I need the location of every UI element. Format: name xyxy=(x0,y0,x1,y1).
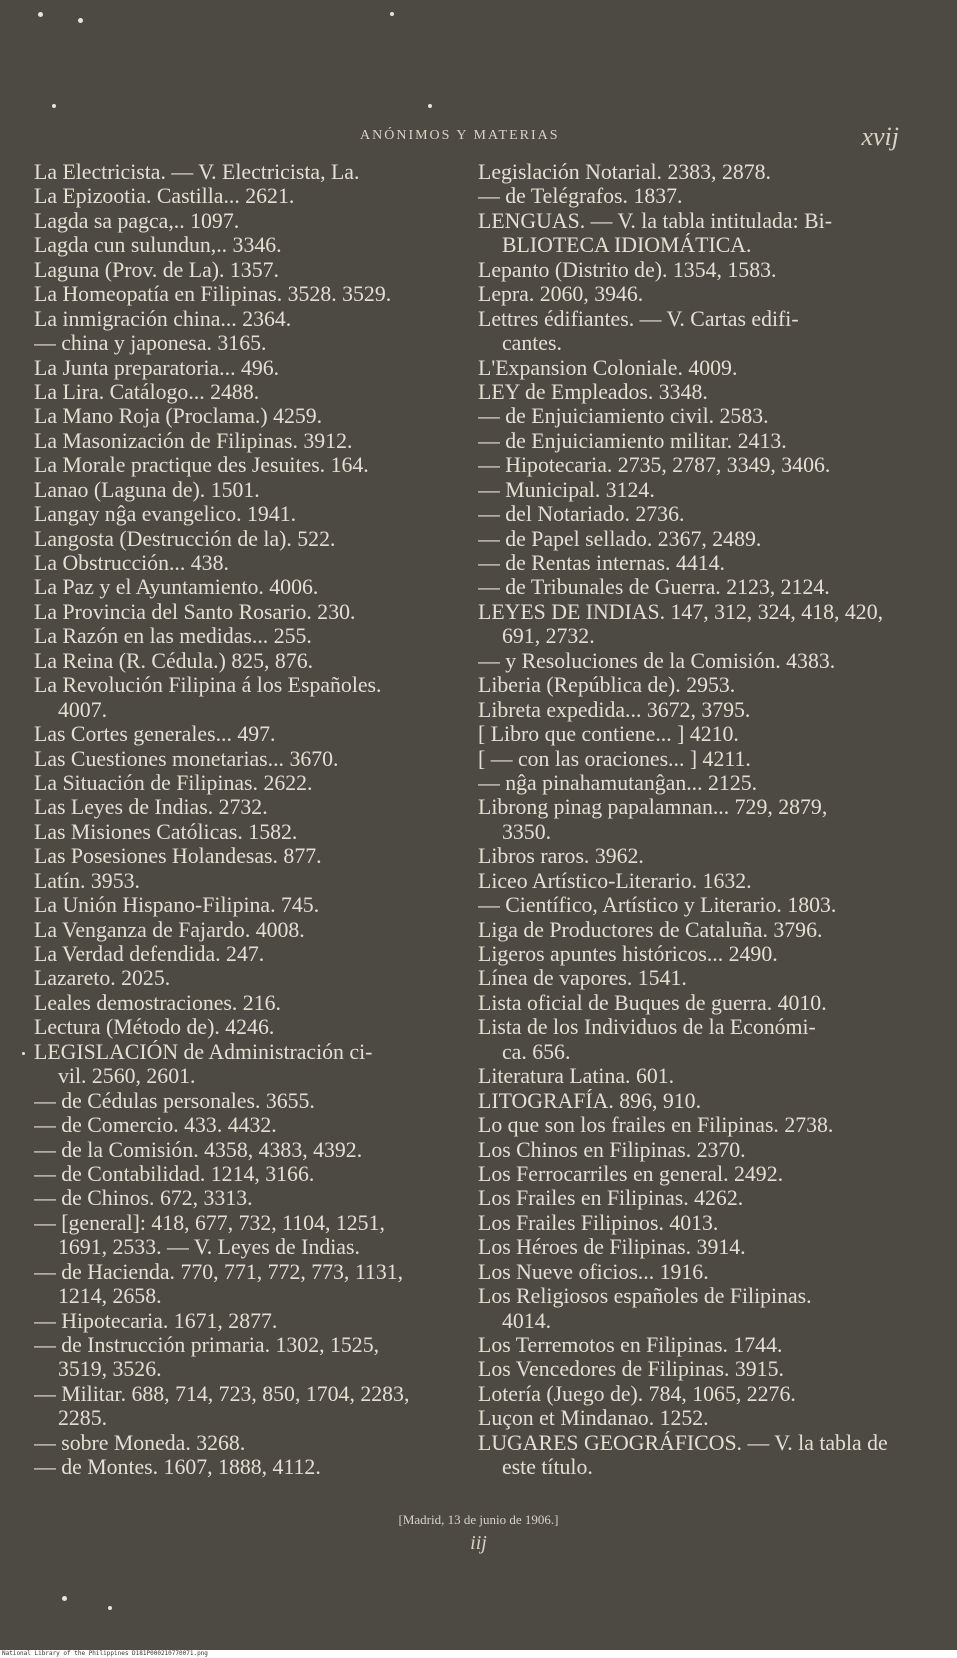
index-entry-line: — de Enjuiciamiento civil. 2583. xyxy=(478,404,769,429)
index-entry-line: La Verdad defendida. 247. xyxy=(34,942,265,966)
index-entry-line: — Hipotecaria. 2735, 2787, 3349, 3406. xyxy=(478,453,831,478)
index-entry-line: 3519, 3526. xyxy=(58,1357,162,1382)
index-entry-line: La Epizootia. Castilla... 2621. xyxy=(34,184,295,209)
index-entry-line: Lo que son los frailes en Filipinas. 2738. xyxy=(478,1113,834,1138)
index-entry-line: Lettres édifiantes. — V. Cartas edifi- xyxy=(478,306,799,331)
index-entry-line: LENGUAS. — V. la tabla intitulada: Bi- xyxy=(478,208,832,233)
index-entry-line: Lagda cun sulundun,.. 3346. xyxy=(34,233,282,258)
dust-speck xyxy=(52,104,56,108)
index-entry-line: La Unión Hispano-Filipina. 745. xyxy=(34,893,320,918)
index-entry-line: La Mano Roja (Proclama.) 4259. xyxy=(34,404,323,429)
index-entry-line: La Razón en las medidas... 255. xyxy=(34,624,312,649)
index-entry-line: Las Posesiones Holandesas. 877. xyxy=(34,844,322,869)
page-header xyxy=(0,122,957,152)
index-entry-line: Literatura Latina. 601. xyxy=(478,1064,675,1089)
index-entry-line: 691, 2732. xyxy=(502,624,595,649)
index-entry-line: 1691, 2533. — V. Leyes de Indias. xyxy=(58,1235,360,1260)
index-entry-line: L'Expansion Coloniale. 4009. xyxy=(478,355,738,380)
index-entry-line: Luçon et Mindanao. 1252. xyxy=(478,1406,709,1431)
index-entry-line: La Obstrucción... 438. xyxy=(34,551,229,575)
index-entry-line: — Hipotecaria. 1671, 2877. xyxy=(34,1308,278,1333)
index-entry-line: LEYES DE INDIAS. 147, 312, 324, 418, 420, xyxy=(478,599,884,624)
index-entry-line: — y Resoluciones de la Comisión. 4383. xyxy=(478,648,836,673)
index-entry-line: Lepra. 2060, 3946. xyxy=(478,282,644,307)
index-entry-line: Liceo Artístico-Literario. 1632. xyxy=(478,868,752,893)
index-entry-line: LEY de Empleados. 3348. xyxy=(478,379,708,404)
index-entry-line: La Masonización de Filipinas. 3912. xyxy=(34,428,353,453)
index-entry-line: BLIOTECA IDIOMÁTICA. xyxy=(502,233,752,258)
index-entry-line: La Revolución Filipina á los Españoles. xyxy=(34,673,382,698)
index-entry-line: Los Ferrocarriles en general. 2492. xyxy=(478,1161,784,1186)
index-entry-line: Los Religiosos españoles de Filipinas. xyxy=(478,1284,812,1309)
index-entry-line: — de Cédulas personales. 3655. xyxy=(34,1088,315,1113)
index-entry-line: Latín. 3953. xyxy=(34,868,140,893)
index-entry-line: Los Nueve oficios... 1916. xyxy=(478,1259,709,1284)
index-entry-line: — de Tribunales de Guerra. 2123, 2124. xyxy=(478,575,830,600)
index-entry-line: 4014. xyxy=(502,1308,552,1333)
index-entry-line: 4007. xyxy=(58,697,108,722)
index-entry-line: Lagda sa pagca,.. 1097. xyxy=(34,208,240,233)
index-entry-line: este título. xyxy=(502,1455,593,1480)
index-entry-line: — del Notariado. 2736. xyxy=(478,502,685,527)
index-entry-line: — sobre Moneda. 3268. xyxy=(34,1430,246,1455)
index-entry-line: [ — con las oraciones... ] 4211. xyxy=(478,746,751,771)
dust-speck xyxy=(390,12,394,16)
dust-speck xyxy=(78,18,83,23)
index-entry-line: LEGISLACIÓN de Administración ci- xyxy=(34,1039,373,1064)
index-entry-line: Langay nĝa evangelico. 1941. xyxy=(34,502,297,527)
index-entry-line: [ Libro que contiene... ] 4210. xyxy=(478,722,739,747)
index-entry-line: Las Misiones Católicas. 1582. xyxy=(34,819,298,844)
index-entry-line: Los Héroes de Filipinas. 3914. xyxy=(478,1235,746,1260)
index-entry-line: Las Leyes de Indias. 2732. xyxy=(34,795,268,820)
index-entry-line: Lanao (Laguna de). 1501. xyxy=(34,477,260,502)
index-entry-line: — de Hacienda. 770, 771, 772, 773, 1131, xyxy=(34,1259,404,1284)
index-entry-line: La Junta preparatoria... 496. xyxy=(34,355,280,380)
index-entry-line: Librong pinag papalamnan... 729, 2879, xyxy=(478,795,828,820)
index-entry-line: Lotería (Juego de). 784, 1065, 2276. xyxy=(478,1381,796,1406)
index-entry-line: La Reina (R. Cédula.) 825, 876. xyxy=(34,648,314,673)
running-title: ANÓNIMOS Y MATERIAS xyxy=(360,128,560,143)
index-entry-line: Lista de los Individuos de la Económi- xyxy=(478,1015,816,1040)
index-entry-line: La Electricista. — V. Electricista, La. xyxy=(34,160,360,184)
index-entry-line: — de Enjuiciamiento militar. 2413. xyxy=(478,428,787,453)
date-note: [Madrid, 13 de junio de 1906.] xyxy=(398,1512,559,1527)
index-entry-line: ca. 656. xyxy=(502,1039,571,1064)
index-entry-line: — de Contabilidad. 1214, 3166. xyxy=(34,1161,315,1186)
index-entry-line: — china y japonesa. 3165. xyxy=(34,331,267,356)
index-entry-line: — Científico, Artístico y Literario. 1803. xyxy=(478,893,837,918)
index-entry-line: La inmigración china... 2364. xyxy=(34,306,292,331)
index-entry-line: — de Comercio. 433. 4432. xyxy=(34,1113,277,1138)
index-entry-line: Lectura (Método de). 4246. xyxy=(34,1015,275,1040)
index-entry-line: — de Montes. 1607, 1888, 4112. xyxy=(34,1455,321,1480)
index-entry-line: Liga de Productores de Cataluña. 3796. xyxy=(478,917,823,942)
index-entry-line: LUGARES GEOGRÁFICOS. — V. la tabla de xyxy=(478,1430,888,1455)
index-entry-line: La Lira. Catálogo... 2488. xyxy=(34,379,260,404)
signature-mark: iij xyxy=(470,1532,487,1554)
dust-speck xyxy=(22,1052,25,1055)
index-entry-line: Libreta expedida... 3672, 3795. xyxy=(478,697,751,722)
index-entry-line: Lazareto. 2025. xyxy=(34,966,171,991)
index-entry-line: La Situación de Filipinas. 2622. xyxy=(34,770,313,795)
index-entry-line: — de la Comisión. 4358, 4383, 4392. xyxy=(34,1137,363,1162)
left-index-column xyxy=(34,160,462,1480)
index-entry-line: Lista oficial de Buques de guerra. 4010. xyxy=(478,990,827,1015)
index-entry-line: vil. 2560, 2601. xyxy=(58,1064,196,1089)
dust-speck xyxy=(62,1596,67,1601)
index-entry-line: Lepanto (Distrito de). 1354, 1583. xyxy=(478,257,777,282)
index-entry-line: — de Instrucción primaria. 1302, 1525, xyxy=(34,1333,380,1357)
index-entry-line: — de Telégrafos. 1837. xyxy=(478,184,683,209)
index-entry-line: Los Vencedores de Filipinas. 3915. xyxy=(478,1357,784,1382)
index-entry-line: Liberia (República de). 2953. xyxy=(478,673,736,698)
index-entry-line: — de Chinos. 672, 3313. xyxy=(34,1186,253,1211)
index-entry-line: 2285. xyxy=(58,1406,108,1431)
folio-number: xvij xyxy=(861,122,899,151)
index-entry-line: — Militar. 688, 714, 723, 850, 1704, 2283, xyxy=(34,1381,410,1406)
dust-speck xyxy=(108,1606,112,1610)
index-entry-line: Laguna (Prov. de La). 1357. xyxy=(34,257,279,282)
index-entry-line: Las Cuestiones monetarias... 3670. xyxy=(34,746,339,771)
dust-speck xyxy=(38,12,43,17)
index-entry-line: La Provincia del Santo Rosario. 230. xyxy=(34,599,356,624)
index-entry-line: La Paz y el Ayuntamiento. 4006. xyxy=(34,575,319,600)
index-entry-line: Los Frailes Filipinos. 4013. xyxy=(478,1210,719,1235)
index-entry-line: Los Terremotos en Filipinas. 1744. xyxy=(478,1333,783,1357)
index-entry-line: — [general]: 418, 677, 732, 1104, 1251, xyxy=(34,1210,385,1235)
index-entry-line: — Municipal. 3124. xyxy=(478,477,655,502)
index-entry-line: Línea de vapores. 1541. xyxy=(478,966,687,991)
index-entry-line: 1214, 2658. xyxy=(58,1284,162,1309)
index-entry-line: Libros raros. 3962. xyxy=(478,844,644,869)
index-entry-line: Las Cortes generales... 497. xyxy=(34,722,276,747)
index-entry-line: La Homeopatía en Filipinas. 3528. 3529. xyxy=(34,282,392,307)
dust-speck xyxy=(428,104,432,108)
index-entry-line: LITOGRAFÍA. 896, 910. xyxy=(478,1088,702,1113)
index-entry-line: Langosta (Destrucción de la). 522. xyxy=(34,526,336,551)
index-entry-line: — de Papel sellado. 2367, 2489. xyxy=(478,526,762,551)
right-index-column xyxy=(478,160,918,1480)
library-watermark: National Library of the Philippines D181P000210770071.png xyxy=(0,1650,957,1658)
index-entry-line: cantes. xyxy=(502,331,562,356)
index-entry-line: Legislación Notarial. 2383, 2878. xyxy=(478,160,771,184)
index-entry-line: La Morale practique des Jesuites. 164. xyxy=(34,453,369,478)
index-entry-line: — de Rentas internas. 4414. xyxy=(478,551,725,575)
index-entry-line: Los Chinos en Filipinas. 2370. xyxy=(478,1137,746,1162)
index-entry-line: Los Frailes en Filipinas. 4262. xyxy=(478,1186,744,1211)
index-entry-line: La Venganza de Fajardo. 4008. xyxy=(34,917,305,942)
index-entry-line: 3350. xyxy=(502,819,552,844)
index-entry-line: Ligeros apuntes históricos... 2490. xyxy=(478,942,778,966)
index-entry-line: Leales demostraciones. 216. xyxy=(34,990,281,1015)
index-entry-line: — nĝa pinahamutanĝan... 2125. xyxy=(478,770,758,795)
